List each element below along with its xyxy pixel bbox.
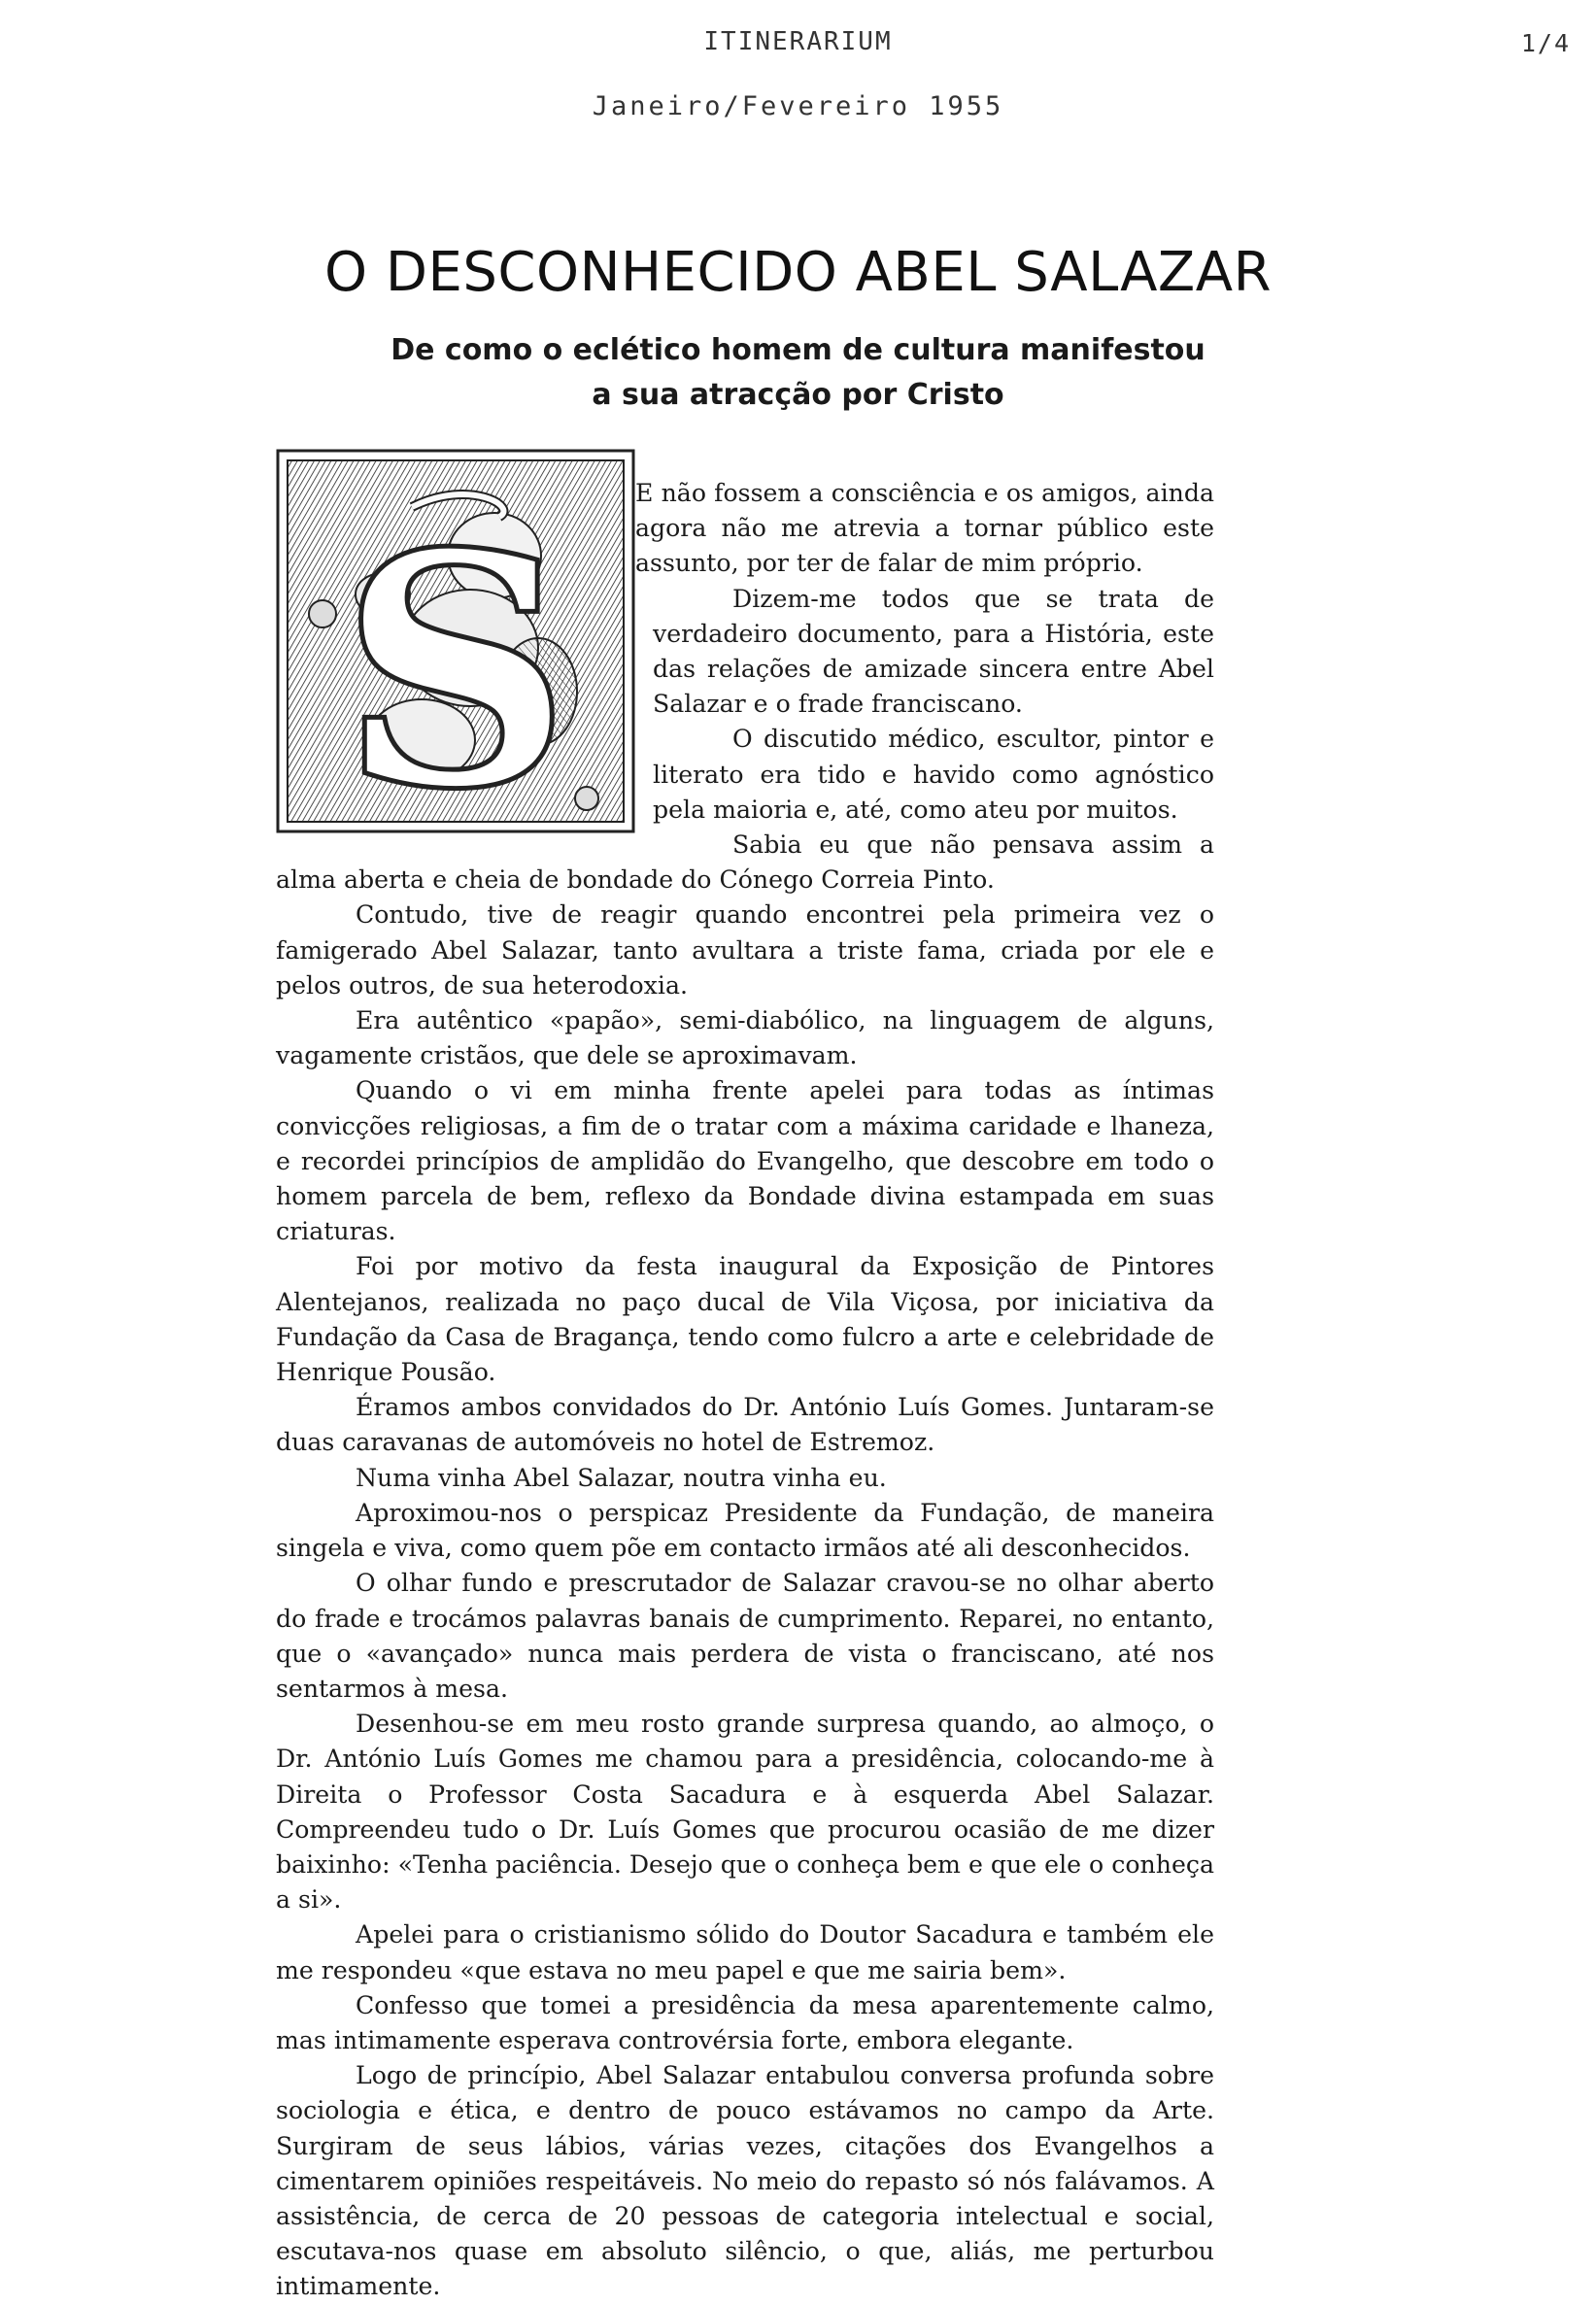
page-number: 1/4 [1520, 29, 1571, 57]
article-subtitle [0, 328, 1596, 418]
issue-date: Janeiro/Fevereiro 1955 [592, 91, 1004, 121]
paragraph-16: Logo de princípio, Abel Salazar entabulou conversa profunda sobre sociologia e ética, e dentro de pouco estávamos no campo da Arte. Surgiram de seus lábios, várias vezes, citações dos Evangelhos a cimentarem opiniões respeitáveis. No meio do repasto só nós falávamos. A assistência, de cerca de 20 pessoas de categoria intelectual e social, escutava-nos quase em absoluto silêncio, o que, aliás, me perturbou intimamente. [276, 2061, 1214, 2301]
paragraph-1: E não fossem a consciência e os amigos, ainda agora não me atrevia a tornar público este assunto, por ter de falar de mim próprio. [635, 479, 1214, 578]
paragraph-7: Quando o vi em minha frente apelei para todas as íntimas convicções religiosas, a fim de o tratar com a máxima caridade e lhaneza, e recordei princípios de amplidão do Evangelho, que descobre em todo o homem parcela de bem, reflexo da Bondade divina estampada em suas criaturas. [276, 1076, 1214, 1246]
paragraph-3: O discutido médico, escultor, pintor e literato era tido e havido como agnóstico pela maioria e, até, como ateu por muitos. [653, 725, 1214, 824]
paragraph-8: Foi por motivo da festa inaugural da Exposição de Pintores Alentejanos, realizada no paço ducal de Vila Viçosa, por iniciativa da Fundação da Casa de Bragança, tendo como fulcro a arte e celebridade de Henrique Pousão. [276, 1252, 1214, 1387]
paragraph-14: Apelei para o cristianismo sólido do Doutor Sacadura e também ele me respondeu «que estava no meu papel e que me sairia bem». [276, 1920, 1214, 1984]
paragraph-10: Numa vinha Abel Salazar, noutra vinha eu. [356, 1463, 887, 1492]
article-title: O DESCONHECIDO ABEL SALAZAR [324, 241, 1272, 304]
paragraph-9: Éramos ambos convidados do Dr. António Luís Gomes. Juntaram-se duas caravanas de automóveis no hotel de Estremoz. [276, 1393, 1214, 1457]
paragraph-5: Contudo, tive de reagir quando encontrei pela primeira vez o famigerado Abel Salazar, tanto avultara a triste fama, criada por ele e pelos outros, de sua heterodoxia. [276, 900, 1214, 1000]
drop-cap-letter: S [339, 483, 572, 833]
paragraph-15: Confesso que tomei a presidência da mesa aparentemente calmo, mas intimamente esperava controvérsia forte, embora elegante. [276, 1990, 1214, 2054]
paragraph-11: Aproximou-nos o perspicaz Presidente da Fundação, de maneira singela e viva, como quem põe em contacto irmãos até ali desconhecidos. [276, 1498, 1214, 1563]
publication-title: ITINERARIUM [703, 27, 893, 56]
paragraph-4: Sabia eu que não pensava assim a alma aberta e cheia de bondade do Cónego Correia Pinto. [276, 830, 1214, 895]
paragraph-6: Era autêntico «papão», semi-diabólico, na linguagem de alguns, vagamente cristãos, que dele se aproximavam. [276, 1006, 1214, 1070]
subtitle-line-1: De como o eclético homem de cultura manifestou [391, 333, 1205, 367]
paragraph-2: Dizem-me todos que se trata de verdadeiro documento, para a História, este das relações de amizade sincera entre Abel Salazar e o frade franciscano. [653, 584, 1214, 719]
article-body [276, 476, 1214, 2305]
paragraph-12: O olhar fundo e prescrutador de Salazar cravou-se no olhar aberto do frade e trocámos palavras banais de cumprimento. Reparei, no entanto, que o «avançado» nunca mais perdera de vista o franciscano, até nos sentarmos à mesa. [276, 1569, 1214, 1703]
paragraph-13: Desenhou-se em meu rosto grande surpresa quando, ao almoço, o Dr. António Luís Gomes me chamou para a presidência, colocando-me à Direita o Professor Costa Sacadura e à esquerda Abel Salazar. Compreendeu tudo o Dr. Luís Gomes que procurou ocasião de me dizer baixinho: «Tenha paciência. Desejo que o conheça bem e que ele o conheça a si». [276, 1710, 1214, 1915]
subtitle-line-2: a sua atracção por Cristo [592, 378, 1004, 412]
